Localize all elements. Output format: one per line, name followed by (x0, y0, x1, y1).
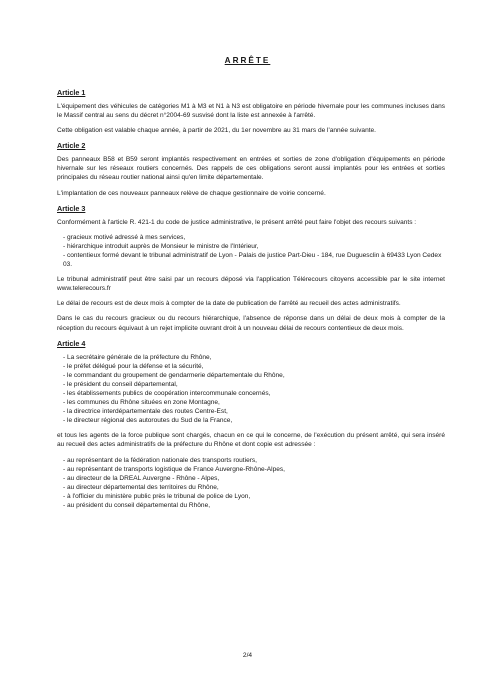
list-item: - La secrétaire générale de la préfecture du Rhône, (63, 353, 212, 361)
document-body (57, 88, 445, 516)
article-1-heading: Article 1 (57, 88, 86, 97)
article-3-telerecours: Le tribunal administratif peut être saisi par un recours déposé via l'application Télérecours citoyens accessible par le site internet www.telerecours.fr (57, 276, 445, 293)
article-3-silence: Dans le cas du recours gracieux ou du recours hiérarchique, l'absence de réponse dans un délai de deux mois à compter de la réception du recours équivaut à un rejet implicite ouvrant droit à un nouveau délai de recours contentieux de deux mois. (57, 315, 445, 332)
copies-list (57, 456, 445, 511)
list-item: - au représentant de la fédération nationale des transports routiers, (63, 456, 257, 464)
article-3-delai: Le délai de recours est de deux mois à compter de la date de publication de l'arrêté au recueil des actes administratifs. (57, 300, 401, 308)
list-item: - au représentant de transports logistique de France Auvergne-Rhône-Alpes, (63, 465, 285, 473)
recours-list (57, 233, 445, 269)
article-4-execution: et tous les agents de la force publique sont chargés, chacun en ce qui le concerne, de l'exécution du présent arrêté, qui sera inséré au recueil des actes administratifs de la préfecture du Rhône et dont copie est adressée : (57, 432, 445, 449)
list-item: - hiérarchique introduit auprès de Monsieur le ministre de l'Intérieur, (63, 242, 259, 250)
list-item: - contentieux formé devant le tribunal administratif de Lyon - Palais de justice Part-Dieu - 184, rue Duguesclin à 69433 Lyon Cedex 03. (63, 251, 442, 269)
article-2 (57, 141, 445, 197)
article-4-heading: Article 4 (57, 338, 86, 348)
list-item: - la directrice interdépartementale des routes Centre-Est, (63, 408, 228, 416)
article-1-paragraph-2: Cette obligation est valable chaque année, à partir de 2021, du 1er novembre au 31 mars de l'année suivante. (57, 127, 376, 135)
list-item: - au directeur de la DREAL Auvergne - Rhône - Alpes, (63, 474, 220, 482)
page-title: ARRÊTE (224, 56, 271, 65)
list-item: - les établissements publics de coopération intercommunale concernés, (63, 389, 271, 397)
destinataires-list (57, 353, 445, 426)
article-2-paragraph-1: Des panneaux B58 et B59 seront implantés respectivement en entrées et sorties de zone d'obligation d'équipements en période hivernale sur les réseaux routiers concernés. Des rappels de ces obligations seront aussi implantés pour les entrées et sorties principales du réseau routier national ainsi qu'en limite départementale. (57, 156, 445, 182)
list-item: - les communes du Rhône situées en zone Montagne, (63, 399, 220, 407)
list-item: - gracieux motivé adressé à mes services, (63, 233, 186, 241)
list-item: - le préfet délégué pour la défense et la sécurité, (63, 362, 204, 370)
article-4 (57, 339, 445, 511)
article-2-paragraph-2: L'implantation de ces nouveaux panneaux relève de chaque gestionnaire de voirie concerné. (57, 189, 326, 197)
page-number: 2/4 (242, 652, 253, 659)
list-item: - le président du conseil départemental, (63, 380, 178, 388)
article-3-heading: Article 3 (57, 203, 86, 213)
article-3 (57, 204, 445, 333)
article-1-paragraph-1: L'équipement des véhicules de catégories M1 à M3 et N1 à N3 est obligatoire en période hivernale pour les communes incluses dans le Massif central au sens du décret n°2004-69 susvisé dont la liste est annexée à l'arrêté. (57, 103, 445, 120)
list-item: - à l'officier du ministère public près le tribunal de police de Lyon, (63, 492, 251, 500)
list-item: - au directeur départemental des territoires du Rhône, (63, 483, 219, 491)
list-item: - le directeur régional des autoroutes du Sud de la France, (63, 417, 233, 425)
list-item: - au président du conseil départemental du Rhône, (63, 502, 211, 509)
article-1 (57, 88, 445, 135)
list-item: - le commandant du groupement de gendarmerie départementale du Rhône, (63, 371, 285, 379)
article-2-heading: Article 2 (57, 141, 86, 151)
article-3-intro: Conformément à l'article R. 421-1 du code de justice administrative, le présent arrêté peut faire l'objet des recours suivants : (57, 218, 417, 226)
